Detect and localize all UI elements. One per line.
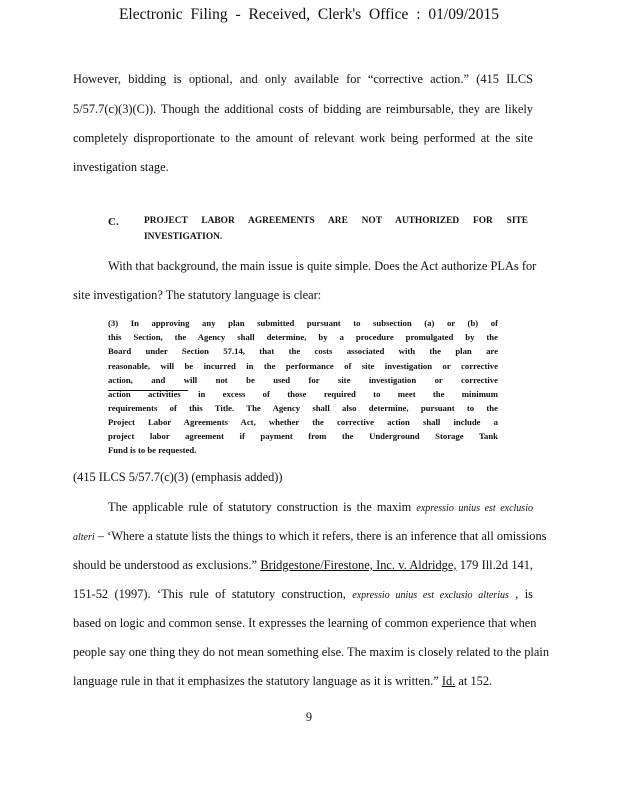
section-heading bbox=[108, 216, 528, 228]
text-span: , is bbox=[515, 587, 533, 601]
text-line bbox=[73, 529, 547, 544]
quote-line: (3) In approving any plan submitted pursuant to subsection (a) or (b) of bbox=[108, 318, 498, 328]
text-line bbox=[73, 587, 533, 602]
case-citation: Bridgestone/Firestone, Inc. v. Aldridge, bbox=[260, 558, 457, 572]
filing-stamp-header: Electronic Filing - Received, Clerk's Office : 01/09/2015 bbox=[118, 6, 500, 23]
text-span: The applicable rule of statutory construction is the maxim bbox=[108, 500, 412, 514]
text-line: completely disproportionate to the amount of relevant work being performed at the site bbox=[73, 131, 533, 145]
text-span: 151-52 (1997). ‘This rule of statutory construction, bbox=[73, 587, 346, 601]
quote-line: project labor agreement if payment from the Underground Storage Tank bbox=[108, 431, 498, 441]
page-number: 9 bbox=[305, 710, 313, 724]
text-line: site investigation? The statutory language is clear: bbox=[73, 288, 322, 302]
text-line: However, bidding is optional, and only available for “corrective action.” (415 ILCS bbox=[73, 72, 533, 86]
quote-line: this Section, the Agency shall determine, by a procedure promulgated by the bbox=[108, 332, 498, 342]
text-span: language rule in that it emphasizes the statutory language as it is written.” bbox=[73, 674, 439, 688]
text-line: With that background, the main issue is quite simple. Does the Act authorize PLAs for bbox=[108, 259, 537, 273]
text-span: at 152. bbox=[458, 674, 493, 688]
citation: (415 ILCS 5/57.7(c)(3) (emphasis added)) bbox=[73, 470, 283, 484]
latin-phrase: expressio unius est exclusio alterius bbox=[352, 590, 509, 601]
quote-line: action activities in excess of those required to meet the minimum bbox=[108, 389, 498, 399]
quote-line: reasonable, will be incurred in the performance of site investigation or corrective bbox=[108, 361, 498, 371]
latin-phrase: expressio unius est exclusio bbox=[416, 503, 533, 514]
quote-line: requirements of this Title. The Agency shall also determine, pursuant to the bbox=[108, 403, 498, 413]
text-line bbox=[73, 558, 533, 573]
text-line: people say one thing they do not mean something else. The maxim is closely related to the plain bbox=[73, 645, 550, 659]
quote-line: Project Labor Agreements Act, whether the corrective action shall include a bbox=[108, 417, 498, 427]
text-span: – ‘Where a statute lists the things to which it refers, there is an inference that all omissions bbox=[97, 529, 547, 543]
section-letter: C. bbox=[108, 216, 119, 228]
text-line: 5/57.7(c)(3)(C)). Though the additional costs of bidding are reimbursable, they are likely bbox=[73, 102, 533, 116]
emphasis-underline bbox=[108, 390, 188, 391]
text-line: based on logic and common sense. It expresses the learning of common experience that when bbox=[73, 616, 537, 630]
text-line bbox=[73, 674, 533, 689]
latin-phrase: alteri bbox=[73, 532, 95, 543]
quote-line: Fund is to be requested. bbox=[108, 445, 197, 455]
text-span: 179 Ill.2d 141, bbox=[459, 558, 534, 572]
text-line: investigation stage. bbox=[73, 160, 169, 174]
section-heading-line: PROJECT LABOR AGREEMENTS ARE NOT AUTHORIZED FOR SITE bbox=[144, 216, 528, 226]
section-heading-line: INVESTIGATION. bbox=[144, 232, 223, 242]
quote-line: Board under Section 57.14, that the costs associated with the plan are bbox=[108, 346, 498, 356]
text-span: should be understood as exclusions.” bbox=[73, 558, 258, 572]
text-line bbox=[108, 500, 533, 515]
id-citation: Id. bbox=[441, 674, 456, 688]
quote-line: action, and will not be used for site investigation or corrective bbox=[108, 375, 498, 385]
